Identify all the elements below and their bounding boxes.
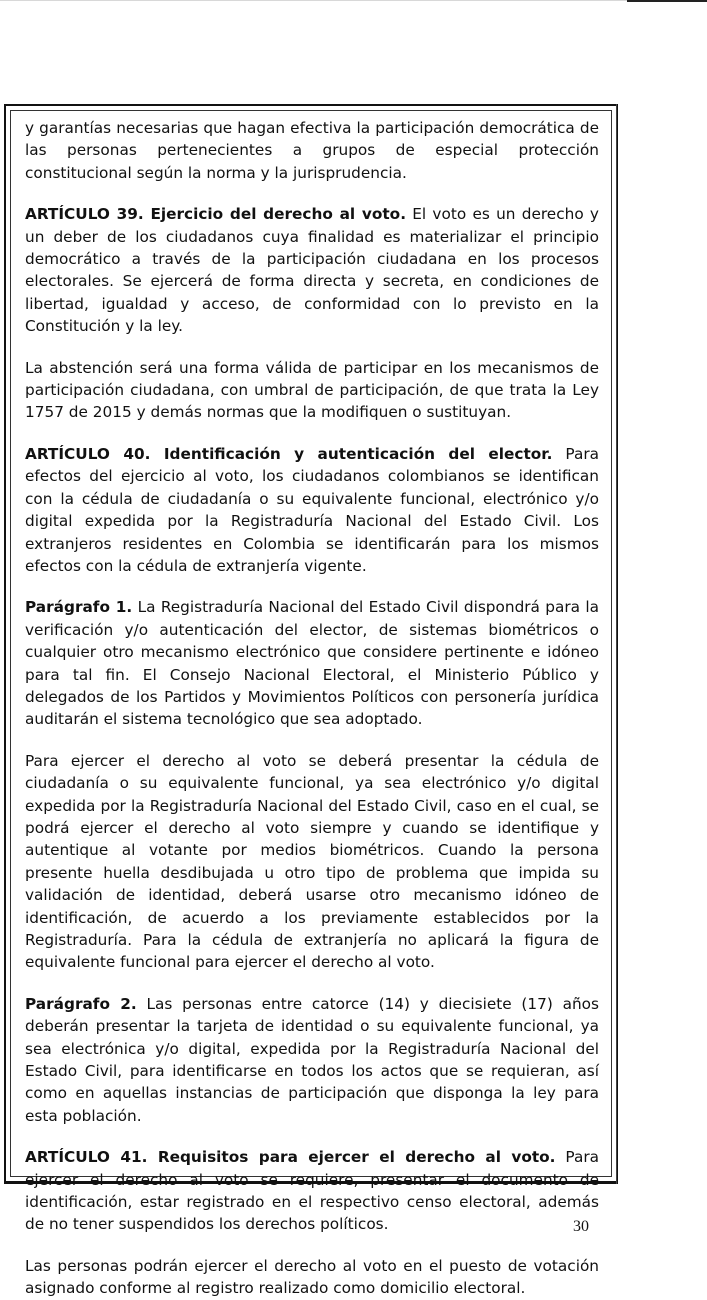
identification-paragraph xyxy=(25,750,599,974)
paragrafo-2-text: Las personas entre catorce (14) y diecisiete (17) años deberán presentar la tarjeta de identidad o su equivalente funcional, ya sea electrónica y/o digital, expedida por la Registraduría Nacional del Estado Civil, para identificarse en todos los actos que se requieran, así como en aquellas instancias de participación que disponga la ley para esta población. xyxy=(25,994,599,1125)
paragrafo-1-heading: Parágrafo 1. xyxy=(25,598,133,617)
paragrafo-1 xyxy=(25,596,599,730)
paragraph-continuation xyxy=(25,117,599,184)
scan-top-edge xyxy=(0,0,707,1)
abstention-paragraph xyxy=(25,357,599,424)
article-40-text: Para efectos del ejercicio al voto, los ciudadanos colombianos se identifican con la cédula de ciudadanía o su equivalente funcional, electrónico y/o digital expedida por la Registraduría Nacional del Estado Civil. Los extranjeros residentes en Colombia se identificarán para los mismos efectos con la cédula de extranjería vigente. xyxy=(25,444,599,575)
article-39-heading: ARTÍCULO 39. Ejercicio del derecho al voto. xyxy=(25,205,407,224)
article-39 xyxy=(25,203,599,337)
paragrafo-2 xyxy=(25,993,599,1127)
article-39-text: El voto es un derecho y un deber de los ciudadanos cuya finalidad es materializar el principio democrático a través de la participación ciudadana en los procesos electorales. Se ejercerá de forma directa y secreta, en condiciones de libertad, igualdad y acceso, de conformidad con lo previsto en la Constitución y la ley. xyxy=(25,205,599,336)
paragraph-text: Las personas podrán ejercer el derecho al voto en el puesto de votación asignado conforme al registro realizado como domicilio electoral. xyxy=(25,1256,599,1298)
article-41-text: Para ejercer el derecho al voto se requiere, presentar el documento de identificación, estar registrado en el respectivo censo electoral, además de no tener suspendidos los derechos políticos. xyxy=(25,1148,600,1234)
document-body xyxy=(25,117,599,1300)
article-41-heading: ARTÍCULO 41. Requisitos para ejercer el derecho al voto. xyxy=(25,1148,556,1167)
scan-top-right-mark xyxy=(627,0,707,2)
page-number: 30 xyxy=(573,1218,589,1235)
frame-right-shadow xyxy=(616,104,621,1184)
polling-station-paragraph xyxy=(25,1255,599,1300)
paragraph-text: La abstención será una forma válida de participar en los mecanismos de participación ciudadana, con umbral de participación, de que trata la Ley 1757 de 2015 y demás normas que la modifiquen o sustituyan. xyxy=(25,358,599,422)
paragrafo-2-heading: Parágrafo 2. xyxy=(25,994,137,1013)
paragraph-text: Para ejercer el derecho al voto se deberá presentar la cédula de ciudadanía o su equivalente funcional, ya sea electrónico y/o digital expedida por la Registraduría Nacional del Estado Civil, caso en el cual, se podrá ejercer el derecho al voto siempre y cuando se identifique y autentique al votante por medios biométricos. Cuando la persona presente huella desdibujada u otro tipo de problema que impida su validación de identidad, deberá usarse otro mecanismo idóneo de identificación, de acuerdo a los previamente establecidos por la Registraduría. Para la cédula de extranjería no aplicará la figura de equivalente funcional para ejercer el derecho al voto. xyxy=(25,751,599,972)
article-40 xyxy=(25,443,599,577)
article-40-heading: ARTÍCULO 40. Identificación y autenticación del elector. xyxy=(25,444,553,463)
article-41 xyxy=(25,1146,599,1236)
paragraph-text: y garantías necesarias que hagan efectiva la participación democrática de las personas pertenecientes a grupos de especial protección constitucional según la norma y la jurisprudencia. xyxy=(25,119,599,182)
paragrafo-1-text: La Registraduría Nacional del Estado Civil dispondrá para la verificación y/o autenticación del elector, de sistemas biométricos o cualquier otro mecanismo electrónico que considere pertinente e idóneo para tal fin. El Consejo Nacional Electoral, el Ministerio Público y delegados de los Partidos y Movimientos Políticos con personería jurídica auditarán el sistema tecnológico que sea adoptado. xyxy=(25,598,599,729)
